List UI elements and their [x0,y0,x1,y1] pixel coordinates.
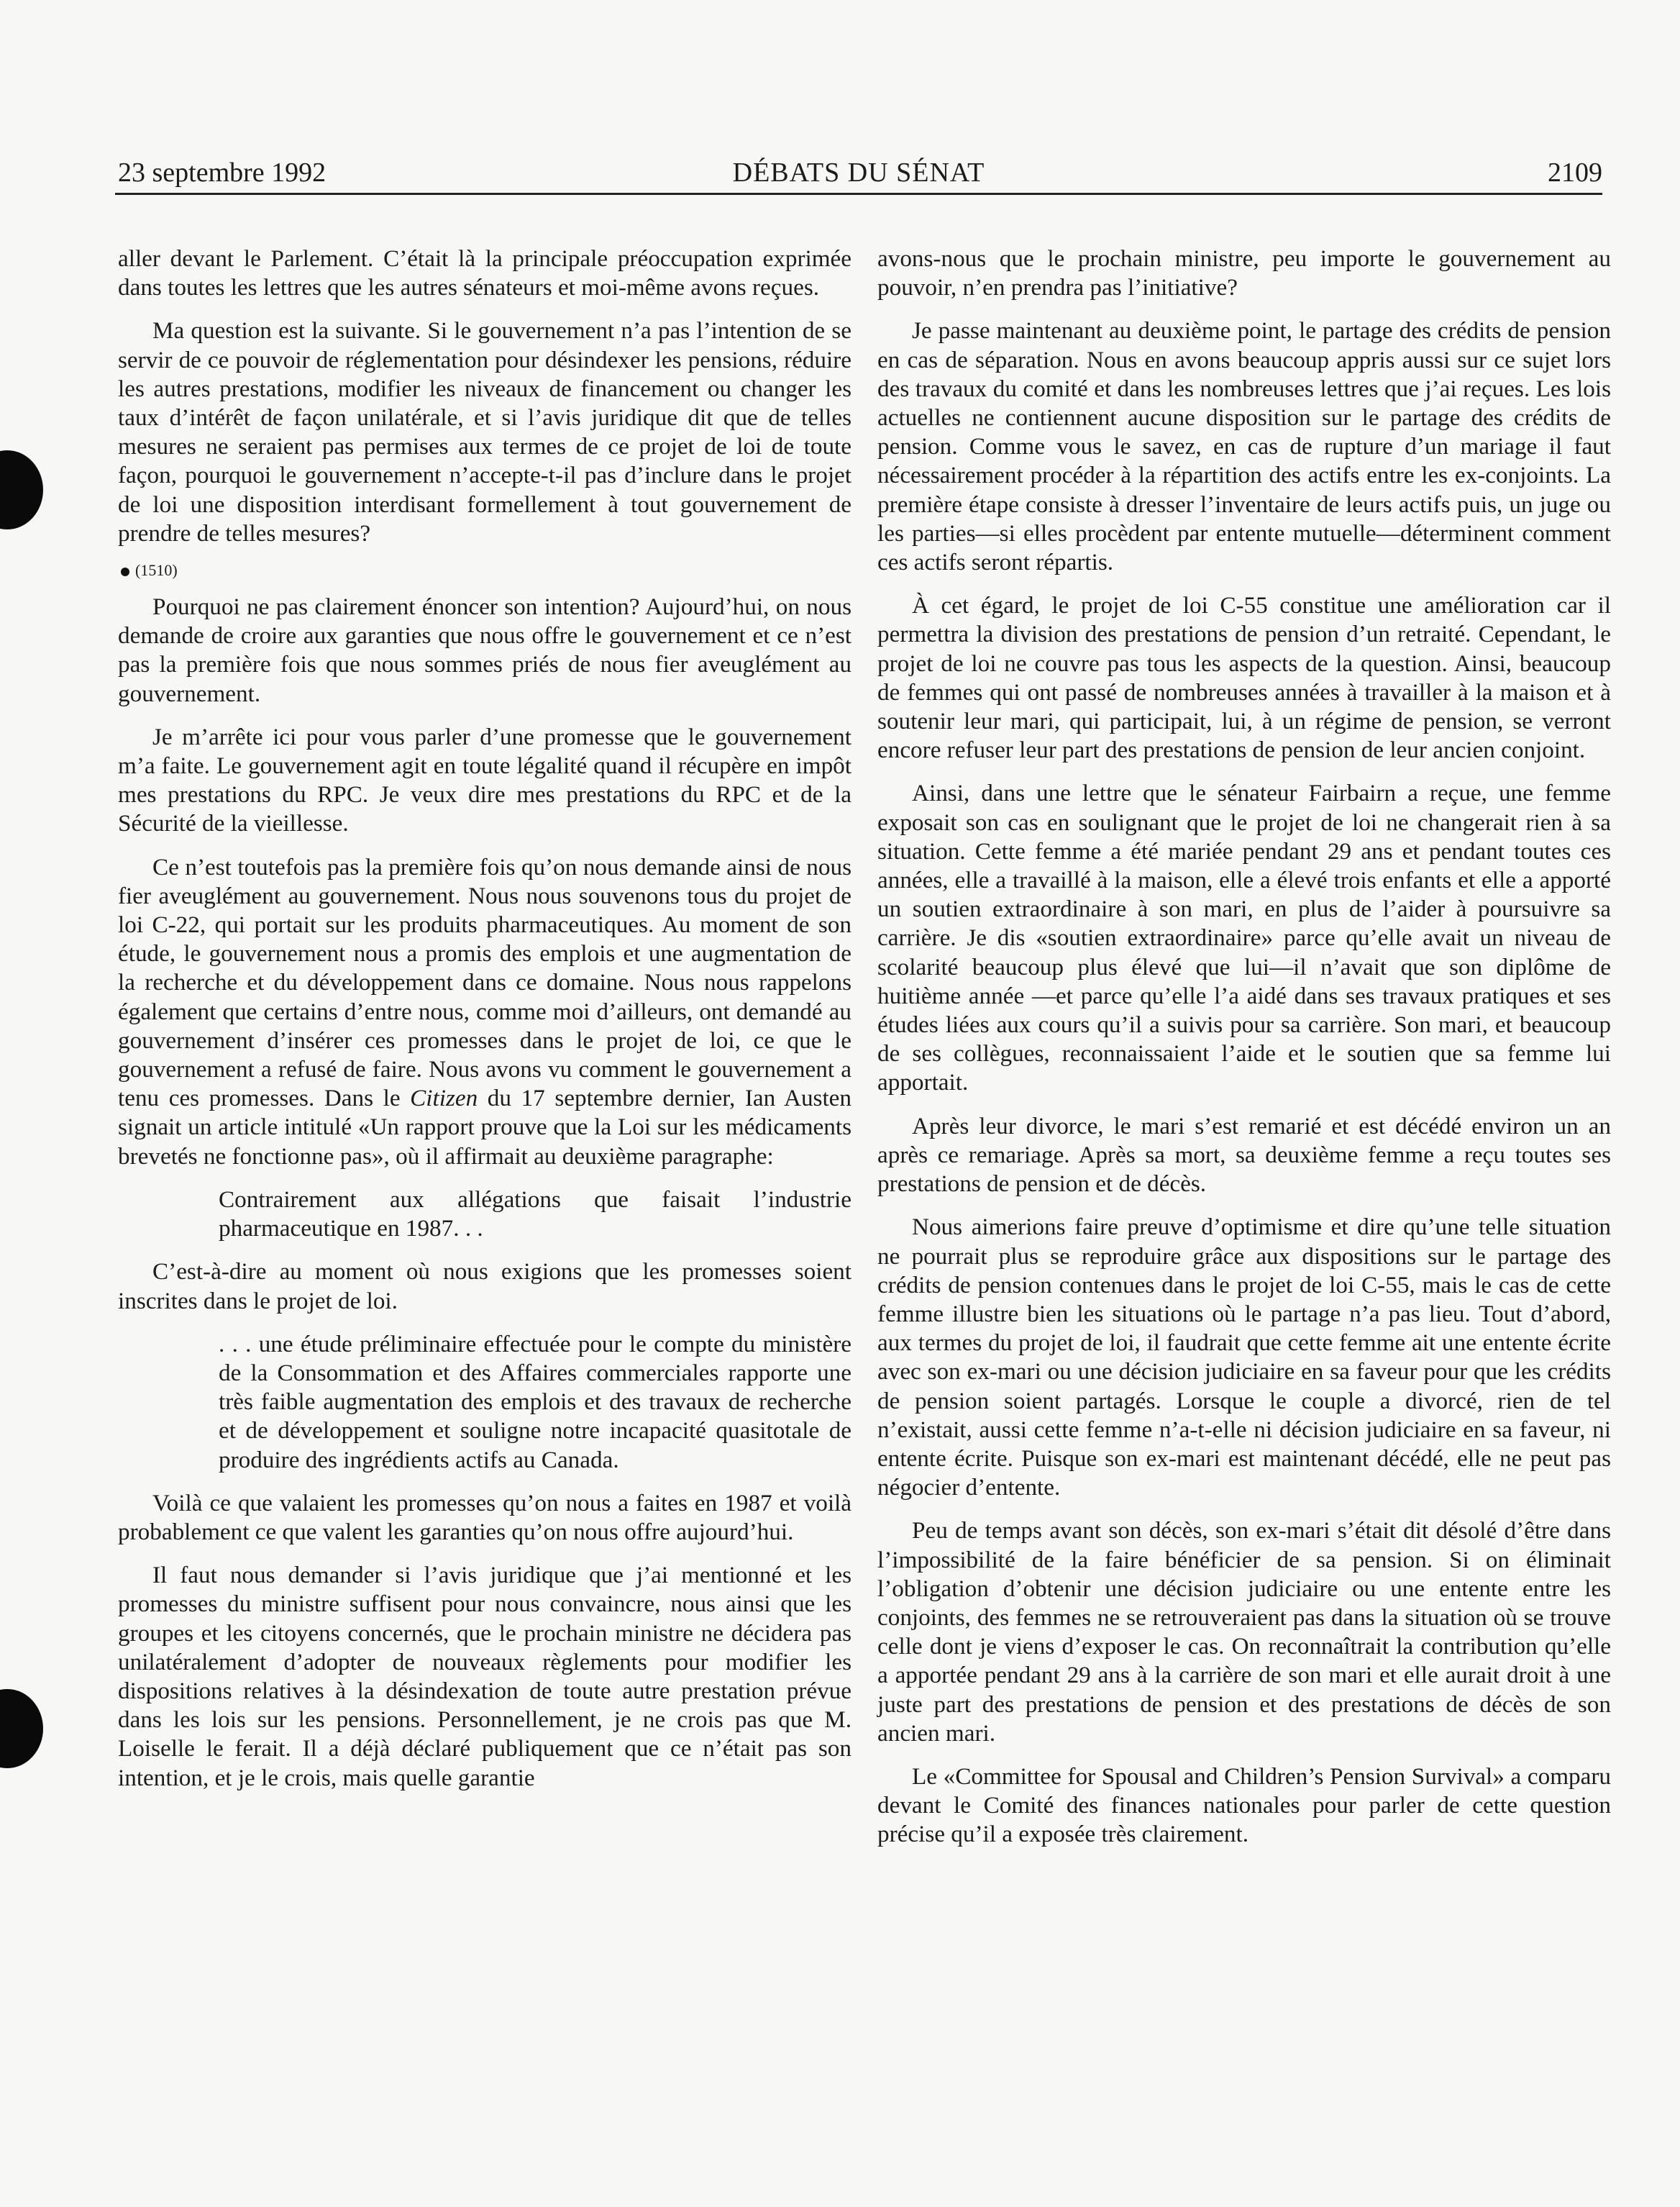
paragraph: avons-nous que le prochain ministre, peu importe le gouvernement au pouvoir, n’en prendra pas l’initiative? [877,245,1611,301]
paragraph [118,853,852,1171]
paragraph: Il faut nous demander si l’avis juridique que j’ai mentionné et les promesses du ministre suffisent pour nous convaincre, nous ainsi que les groupes et les citoyens concernés, que le prochain ministre ne décidera pas unilatéralement d’adopter de nouveaux règlements pour modifier les dispositions relatives à la désindexation de toute autre prestation prévue dans les lois sur les pensions. Personnellement, je ne crois pas que M. Loiselle le ferait. Il a déjà déclaré publiquement que ce n’était pas son intention, et je le crois, mais quelle garantie [118,1562,852,1791]
paragraph: Pourquoi ne pas clairement énoncer son intention? Aujourd’hui, on nous demande de croire aux garanties que nous offre le gouvernement et ce n’est pas la première fois que nous sommes priés de nous fier aveuglément au gouvernement. [118,593,852,707]
paragraph: aller devant le Parlement. C’était là la principale préoccupation exprimée dans toutes les lettres que les autres sénateurs et moi-même avons reçues. [118,245,852,301]
header-title: DÉBATS DU SÉNAT [732,158,985,188]
paragraph: Après leur divorce, le mari s’est remarié et est décédé environ un an après ce remariage. Après sa mort, sa deuxième femme a reçu toutes ses prestations de pension et de décès. [877,1112,1611,1198]
paragraph: Peu de temps avant son décès, son ex-mari s’était dit désolé d’être dans l’impossibilité de la faire bénéficier de sa pension. Si on éliminait l’obligation d’obtenir une décision judiciaire ou une entente entre les conjoints, des femmes ne se retrouveraient pas dans la situation où se trouve celle dont je viens d’exposer le cas. On reconnaîtrait la contribution qu’elle a apportée pendant 29 ans à la carrière de son mari et elle aurait droit à une juste part des prestations de pension et des prestations de décès de son ancien mari. [877,1517,1611,1747]
paragraph-text: du 17 septembre dernier, Ian Austen signait un article intitulé «Un rapport prouve que la Loi sur les médicaments brevetés ne fonctionne pas», où il affirmait au deuxième paragraphe: [118,1085,852,1170]
punch-hole-bottom [0,1689,43,1768]
paragraph: C’est-à-dire au moment où nous exigions que les promesses soient inscrites dans le projet de loi. [118,1258,852,1314]
page-header [115,153,1602,195]
paragraph: Ma question est la suivante. Si le gouvernement n’a pas l’intention de se servir de ce pouvoir de réglementation pour désindexer les pensions, réduire les autres prestations, modifier les niveaux de financement ou changer les taux d’intérêt de façon unilatérale, et si l’avis juridique dit que de telles mesures ne seraient pas permises aux termes de ce projet de loi de toute façon, pourquoi le gouvernement n’accepte-t-il pas d’inclure dans le projet de loi une disposition interdisant formellement à tout gouvernement de prendre de telles mesures? [118,317,852,547]
paragraph: Je passe maintenant au deuxième point, le partage des crédits de pension en cas de séparation. Nous en avons beaucoup appris aussi sur ce sujet lors des travaux du comité et dans les nombreuses lettres que j’ai reçues. Les lois actuelles ne contiennent aucune disposition sur le partage des crédits de pension. Comme vous le savez, en cas de rupture d’un mariage il faut nécessairement procéder à la répartition des actifs entre les ex-conjoints. La première étape consiste à dresser l’inventaire de leurs actifs puis, un juge ou les parties—si elles procèdent par entente mutuelle—déterminent comment ces actifs seront répartis. [877,317,1611,576]
paragraph: Nous aimerions faire preuve d’optimisme et dire qu’une telle situation ne pourrait plus se reproduire grâce aux dispositions sur le partage des crédits de pension contenues dans le projet de loi C-55, mais le cas de cette femme illustre bien les situations où le partage n’a pas lieu. Tout d’abord, aux termes du projet de loi, il faudrait que cette femme ait une entente écrite avec son ex-mari ou une décision judiciaire en sa faveur pour que les crédits de pension soient partagés. Lorsque le couple a divorcé, rien de tel n’existait, aussi cette femme n’a-t-elle ni décision judiciaire en sa faveur, ni entente écrite. Puisque son ex-mari est maintenant décédé, elle ne peut pas négocier d’entente. [877,1214,1611,1501]
paragraph: Ainsi, dans une lettre que le sénateur Fairbairn a reçue, une femme exposait son cas en soulignant que le projet de loi ne changerait rien à sa situation. Cette femme a été mariée pendant 29 ans et pendant toutes ces années, elle a travaillé à la maison, elle a élevé trois enfants et elle a apporté un soutien extraordinaire à son mari, en plus de l’aider à poursuivre sa carrière. Je dis «soutien extraordinaire» parce qu’elle avait un niveau de scolarité beaucoup plus élevé que lui—il n’avait que son diplôme de huitième année —et parce qu’elle l’a aidé dans ses travaux pratiques et ses études liées aux cours qu’il a suivis pour sa carrière. Son mari, et beaucoup de ses collègues, reconnaissaient l’aide et le soutien que sa femme lui apportait. [877,780,1611,1096]
paragraph: Je m’arrête ici pour vous parler d’une promesse que le gouvernement m’a faite. Le gouvernement agit en toute légalité quand il récupère en impôt mes prestations du RPC. Je veux dire mes prestations du RPC et de la Sécurité de la vieillesse. [118,723,852,837]
block-quote: . . . une étude préliminaire effectuée pour le compte du ministère de la Consommation et des Affaires commerciales rapporte une très faible augmentation des emplois et des travaux de recherche et de développement et souligne notre incapacité quasitotale de produire des ingrédients actifs au Canada. [219,1330,852,1473]
page-number: 2109 [1548,158,1602,188]
newspaper-name: Citizen [410,1085,478,1112]
right-column [877,245,1611,1864]
paragraph: Le «Committee for Spousal and Children’s Pension Survival» a comparu devant le Comité des finances nationales pour parler de cette question précise qu’il a exposée très clairement. [877,1762,1611,1848]
punch-hole-top [0,450,43,529]
time-marker [121,560,852,581]
paragraph-text: Ce n’est toutefois pas la première fois qu’on nous demande ainsi de nous fier aveuglément au gouvernement. Nous nous souvenons tous du projet de loi C-22, qui portait sur les produits pharmaceutiques. Au moment de son étude, le gouvernement nous a promis des emplois et une augmentation de la recherche et du développement dans ce domaine. Nous nous rappelons également que certains d’entre nous, comme moi d’ailleurs, ont demandé au gouvernement d’insérer ces promesses dans le projet de loi, ce que le gouvernement a refusé de faire. Nous avons vu comment le gouvernement a tenu ces promesses. Dans le [118,853,852,1112]
paragraph: À cet égard, le projet de loi C-55 constitue une amélioration car il permettra la division des prestations de pension d’un retraité. Cependant, le projet de loi ne couvre pas tous les aspects de la question. Ainsi, beaucoup de femmes qui ont passé de nombreuses années à travailler à la maison et à soutenir leur mari, qui participait, lui, à un régime de pension, se verront encore refuser leur part des prestations de pension de leur ancien conjoint. [877,592,1611,764]
paragraph: Voilà ce que valaient les promesses qu’on nous a faites en 1987 et voilà probablement ce que valent les garanties qu’on nous offre aujourd’hui. [118,1489,852,1545]
left-column [118,245,852,1807]
time-stamp: (1510) [135,561,178,580]
bullet-icon [121,568,129,576]
header-date: 23 septembre 1992 [118,158,327,188]
block-quote: Contrairement aux allégations que faisait l’industrie pharmaceutique en 1987. . . [219,1186,852,1242]
